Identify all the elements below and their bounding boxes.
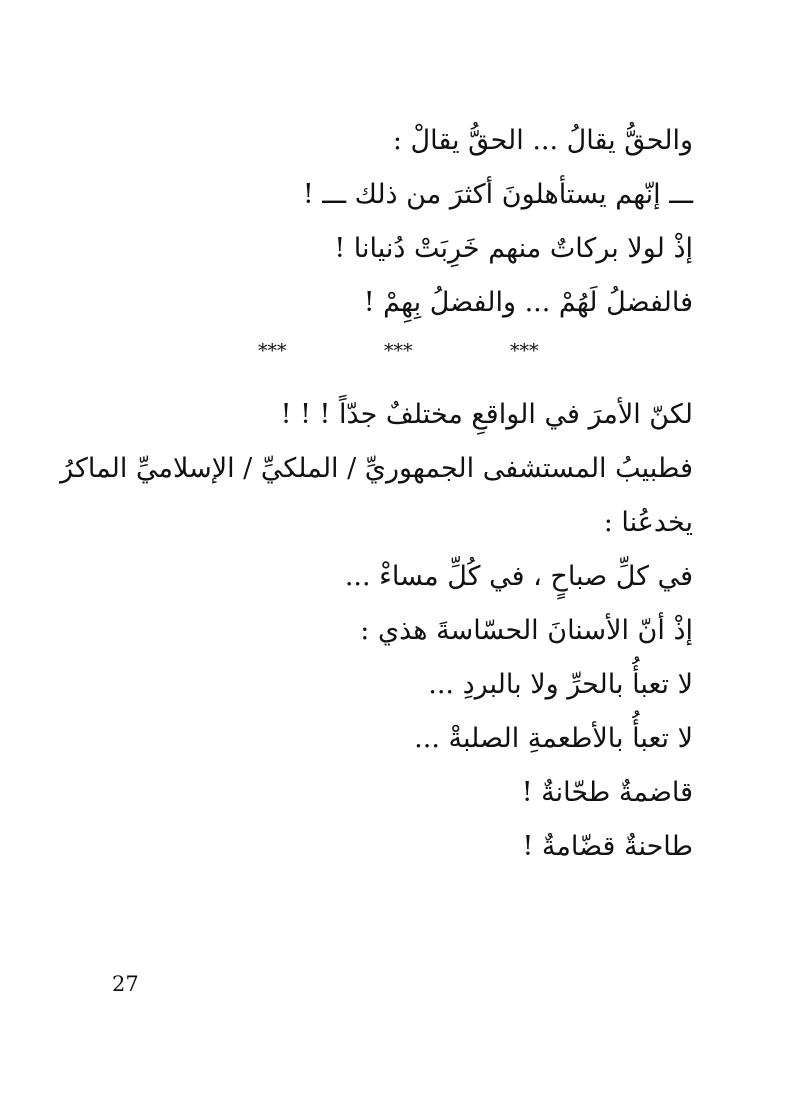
- verse-line: لا تعبأُ بالأطعمةِ الصلبةْ ...: [414, 723, 693, 754]
- stanza-one: [303, 118, 693, 334]
- verse-line: إذْ أنّ الأسنانَ الحسّاسةَ هذي :: [360, 615, 693, 646]
- verse-line: يخدعُنا :: [603, 507, 693, 538]
- separator-asterisks: ***: [258, 340, 287, 362]
- verse-line: في كلِّ صباحٍ ، في كُلِّ مساءْ ...: [344, 561, 693, 592]
- stanza-two: [60, 392, 693, 878]
- verse-line: فطبيبُ المستشفى الجمهوريِّ / الملكيِّ / الإسلاميِّ الماكرُ: [60, 453, 693, 484]
- verse-line: فالفضلُ لَهُمْ ... والفضلُ بِهِمْ !: [363, 287, 693, 318]
- page-number: 27: [112, 972, 139, 996]
- verse-line: والحقُّ يقالُ ... الحقُّ يقالْ :: [392, 125, 693, 156]
- verse-line: لكنّ الأمرَ في الواقعِ مختلفٌ جدّاً ! ! !: [280, 399, 693, 430]
- separator-asterisks: ***: [510, 340, 539, 362]
- verse-line: إذْ لولا بركاتٌ منهم خَرِبَتْ دُنيانا !: [334, 233, 693, 264]
- verse-line: ـــ إنّهم يستأهلونَ أكثرَ من ذلك ـــ !: [302, 179, 693, 210]
- verse-line: لا تعبأُ بالحرِّ ولا بالبردِ ...: [428, 669, 693, 700]
- section-separator: [0, 336, 803, 366]
- verse-line: قاضمةٌ طحّانةٌ !: [521, 777, 693, 808]
- separator-asterisks: ***: [384, 340, 413, 362]
- verse-line: طاحنةٌ قضّامةٌ !: [522, 831, 693, 862]
